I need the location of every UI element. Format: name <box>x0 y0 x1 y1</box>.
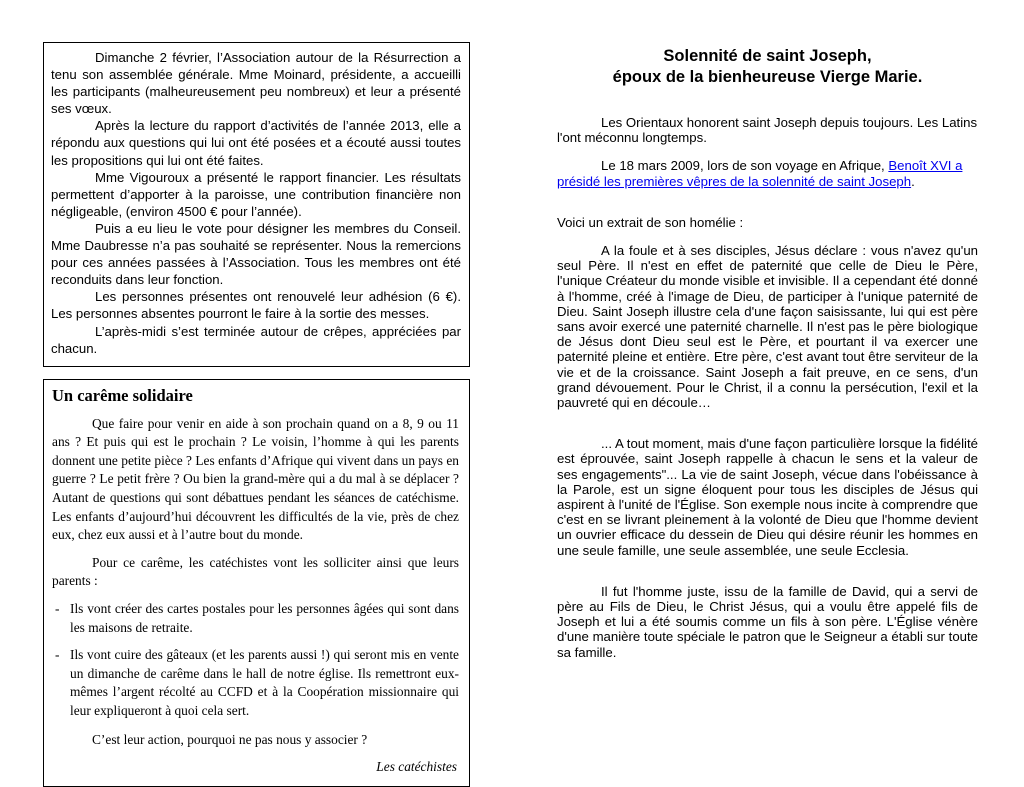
article-title <box>557 46 978 88</box>
dash-bullet: - <box>55 601 60 617</box>
careme-paragraph: Que faire pour venir en aide à son prochain quand on a 8, 9 ou 11 ans ? Et puis qui est le prochain ? Le voisin, l’homme à qui les parents donnent une petite pièce ? Les enfants d’Afrique qui vivent dans un pays en guerre ? Le petit frère ? Ou bien la grand-mère qui a du mal à se déplacer ? Autant de questions qui sont débattues pendant les séances de catéchisme. Les enfants d’aujourd’hui découvrent les difficultés de la vie, près de chez eux, chez eux aussi et à l’autre bout du monde. <box>52 415 459 543</box>
assembly-paragraph: Les personnes présentes ont renouvelé leur adhésion (6 €). Les personnes absentes pourront le faire à la sortie des messes. <box>51 289 461 322</box>
paragraph-text: Le 18 mars 2009, lors de son voyage en Afrique, <box>601 158 889 174</box>
assembly-paragraph: Après la lecture du rapport d’activités de l’année 2013, elle a répondu aux questions qui lui ont été posées et a écouté aussi toutes les propositions qui lui ont été faites. <box>51 118 461 168</box>
paragraph-text: A la foule et à ses disciples, Jésus déclare : vous n'avez qu'un seul Père. Il n'est en effet de paternité que celle de Dieu le Père, l'unique Créateur du monde visible et invisible. Il a cependant été donné à l'homme, créé à l'image de Dieu, de participer à l'unique paternité de Dieu. Saint Joseph illustre cela d'une façon saisissante, lui qui est père sans avoir exercé une paternité charnelle. Il n'est pas le père biologique de Jésus dont Dieu seul est le Père, et pourtant il va exercer une paternité pleine et entière. Etre père, c'est avant tout être serviteur de la vie et de la croissance. Saint Joseph a fait preuve, en ce sens, d'un grand dévouement. Pour le Christ, il a connu la persécution, l'exil et la pauvreté qui en découle… <box>557 243 978 411</box>
list-item-text: Ils vont cuire des gâteaux (et les parents aussi !) qui seront mis en vente un dimanche de carême dans le hall de notre église. Ils remettront eux-mêmes l’argent récolté au CCFD et à la Coopération missionnaire qui leur expliqueront à quoi cela sert. <box>70 647 459 718</box>
article-title-line1: Solennité de saint Joseph, <box>663 47 872 65</box>
article-paragraph <box>557 115 978 145</box>
dash-bullet: - <box>55 647 60 663</box>
left-column <box>43 42 470 787</box>
careme-heading: Un carême solidaire <box>52 385 193 405</box>
paragraph-text: Voici un extrait de son homélie : <box>557 214 744 230</box>
assembly-paragraph: Mme Vigouroux a présenté le rapport financier. Les résultats permettent d’apporter à la paroisse, une contribution financière non négligeable, (environ 4500 € pour l’année). <box>51 169 461 219</box>
paragraph-text: Il fut l'homme juste, issu de la famille de David, qui a servi de père au Fils de Dieu, le Christ Jésus, qui a voulu être appelé fils de Joseph et lui a été soumis comme un fils à son père. L'Église vénère d'une manière toute spéciale le patron que le Seigneur a établi sur toute sa famille. <box>557 583 978 660</box>
benoit-xvi-vespers-link[interactable]: Benoît XVI a présidé les premières vêpres de la solennité de saint Joseph <box>557 158 963 189</box>
list-item-text: Ils vont créer des cartes postales pour les personnes âgées qui sont dans les maisons de retraite. <box>70 601 459 635</box>
homily-paragraph <box>557 243 978 410</box>
paragraph-text: ... A tout moment, mais d'une façon particulière lorsque la fidélité est éprouvée, saint Joseph rappelle à chacun le sens et la valeur de ses engagements"... La vie de saint Joseph, vécue dans l'obéissance à la Parole, est un signe éloquent pour tous les disciples de Jésus qui aspirent à l'unité de l'Église. Son exemple nous incite à comprendre que c'est en se livrant pleinement à la volonté de Dieu que l'homme devient un ouvrier efficace du dessein de Dieu qui désire réunir les hommes en une seule famille, une seule assemblée, une seule Ecclesia. <box>557 436 978 558</box>
homily-paragraph <box>557 436 978 558</box>
paragraph-text: . <box>911 173 915 189</box>
assembly-paragraph: Puis a eu lieu le vote pour désigner les membres du Conseil. Mme Daubresse n’a pas souhaité se représenter. Nous la remercions pour ces années passées à l’Association. Tous les membres ont été reconduits dans leur fonction. <box>51 220 461 288</box>
article-paragraph <box>557 215 978 230</box>
assembly-paragraph: L’après-midi s’est terminée autour de crêpes, appréciées par chacun. <box>51 323 461 356</box>
article-paragraph-with-link <box>557 158 978 188</box>
list-item <box>52 600 459 637</box>
right-column <box>557 46 978 660</box>
paragraph-text: Les Orientaux honorent saint Joseph depuis toujours. Les Latins l'ont méconnu longtemps. <box>557 115 978 146</box>
careme-solidaire-box <box>43 379 470 787</box>
article-title-line2: époux de la bienheureuse Vierge Marie. <box>612 68 923 86</box>
careme-paragraph: Pour ce carême, les catéchistes vont les solliciter ainsi que leurs parents : <box>52 554 459 589</box>
signature: Les catéchistes <box>376 759 457 775</box>
assembly-report-box <box>43 42 470 367</box>
careme-closing: C’est leur action, pourquoi ne pas nous y associer ? <box>92 731 368 747</box>
homily-paragraph <box>557 584 978 660</box>
list-item <box>52 646 459 720</box>
assembly-paragraph: Dimanche 2 février, l’Association autour de la Résurrection a tenu son assemblée générale. Mme Moinard, présidente, a accueilli les participants (malheureusement peu nombreux) et leur a présenté ses vœux. <box>51 50 461 117</box>
